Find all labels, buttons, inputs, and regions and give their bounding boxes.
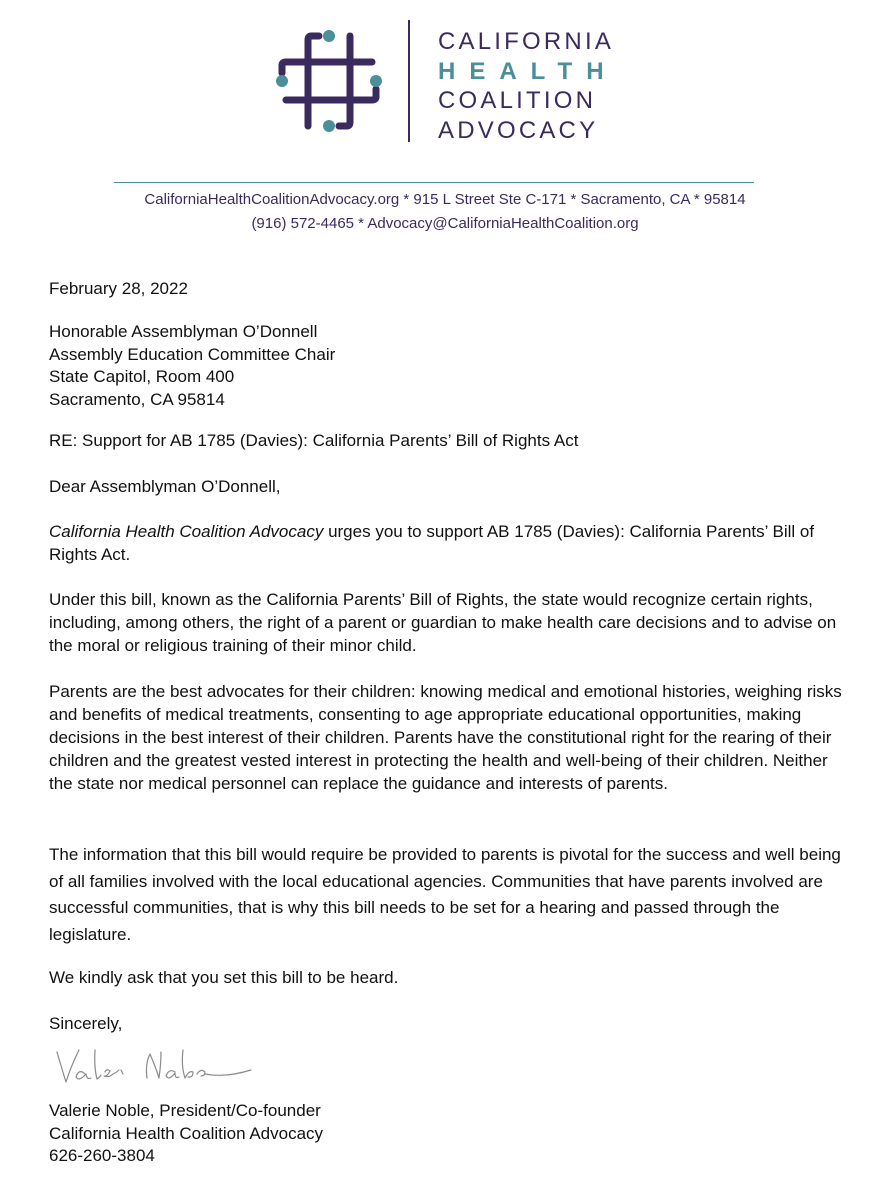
handwritten-signature (55, 1044, 265, 1092)
signer-phone: 626-260-3804 (49, 1146, 155, 1165)
paragraph-1 (49, 520, 849, 566)
paragraph-4 (49, 842, 849, 948)
paragraph-1-text: urges you to support AB 1785 (Davies): California Parents’ Bill of Rights Act. (49, 522, 815, 564)
salutation: Dear Assemblyman O’Donnell, (49, 477, 281, 496)
paragraph-5: We kindly ask that you set this bill to be heard. (49, 968, 399, 987)
recipient-block (49, 321, 849, 411)
wordmark-line-2: HEALTH (438, 57, 618, 85)
letter-date: February 28, 2022 (49, 279, 188, 298)
paragraph-2-text: Under this bill, known as the California Parents’ Bill of Rights, the state would recognize certain rights, including, among others, the right of a parent or guardian to make health care decisions and to advise on the moral or religious training of their minor child. (49, 590, 837, 655)
recipient-line: State Capitol, Room 400 (49, 367, 235, 386)
org-name-emphasis: California Health Coalition Advocacy (49, 522, 324, 541)
paragraph-4-text: The information that this bill would require be provided to parents is pivotal for the success and well being of all families involved with the local educational agencies. Communities that have parents involved are successful communities, that is why this bill needs to be set for a hearing and passed through the legislature. (49, 845, 841, 944)
logo-divider (408, 20, 410, 142)
recipient-line: Honorable Assemblyman O’Donnell (49, 322, 318, 341)
signer-name: Valerie Noble, President/Co-founder (49, 1101, 321, 1120)
paragraph-2 (49, 588, 849, 657)
wordmark-line-3: COALITION (438, 87, 597, 114)
paragraph-3 (49, 680, 849, 795)
signer-block (49, 1100, 849, 1168)
header-rule (114, 182, 754, 183)
recipient-line: Sacramento, CA 95814 (49, 389, 225, 409)
wordmark-line-1: CALIFORNIA (438, 28, 615, 55)
contact-phone-email-line: (916) 572-4465 * Advocacy@CaliforniaHealthCoalition.org (251, 215, 639, 232)
org-wordmark (438, 27, 618, 145)
paragraph-3-text: Parents are the best advocates for their children: knowing medical and emotional histories, weighing risks and benefits of medical treatments, consenting to age appropriate educational opportunities, making decisions in the best interest of their children. Parents have the constitutional right for the rearing of their children and the greatest vested interest in protecting the health and well-being of their children. Neither the state nor medical personnel can replace the guidance and interests of parents. (49, 682, 842, 793)
wordmark-line-4: ADVOCACY (438, 116, 599, 144)
closing: Sincerely, (49, 1014, 123, 1033)
signer-organization: California Health Coalition Advocacy (49, 1123, 324, 1143)
re-line: RE: Support for AB 1785 (Davies): California Parents’ Bill of Rights Act (49, 431, 579, 450)
contact-address-line: CaliforniaHealthCoalitionAdvocacy.org * 915 L Street Ste C-171 * Sacramento, CA * 95814 (144, 191, 746, 208)
coalition-logo-icon (274, 28, 384, 134)
recipient-line: Assembly Education Committee Chair (49, 344, 336, 364)
